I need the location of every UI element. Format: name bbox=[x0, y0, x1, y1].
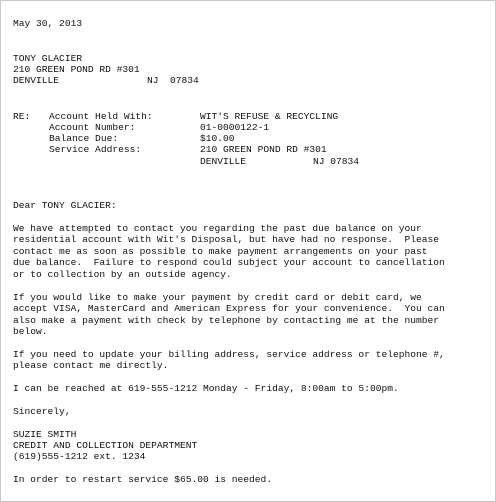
closing: Sincerely, bbox=[13, 406, 71, 417]
re-row-label: Account Number: bbox=[49, 122, 136, 133]
re-row-label: Service Address: bbox=[49, 144, 142, 155]
recipient-street: 210 GREEN POND RD #301 bbox=[13, 64, 140, 75]
salutation: Dear TONY GLACIER: bbox=[13, 200, 117, 211]
re-row-label: Account Held With: bbox=[49, 111, 153, 122]
recipient-state-zip: NJ 07834 bbox=[147, 75, 199, 86]
re-row-value: WIT'S REFUSE & RECYCLING bbox=[200, 111, 339, 122]
recipient-name: TONY GLACIER bbox=[13, 53, 83, 64]
re-row-label: Balance Due: bbox=[49, 133, 119, 144]
re-row-value: 210 GREEN POND RD #301 bbox=[200, 144, 327, 155]
service-city: DENVILLE bbox=[200, 156, 247, 167]
body-paragraph: If you would like to make your payment by credit card or debit card, we accept VISA, MasterCard and American Express for your convenience. You can also make a payment with check by telephone by contacting me at the number below. bbox=[13, 292, 445, 338]
body-paragraph: We have attempted to contact you regarding the past due balance on your residential account with Wit's Disposal, but have had no response. Please contact me as soon as possible to make payment arrangements on your past due balance. Failure to respond could subject your account to cancellation or to collection by an outside agency. bbox=[13, 223, 445, 280]
service-state-zip: NJ 07834 bbox=[313, 156, 360, 167]
signature-department: CREDIT AND COLLECTION DEPARTMENT bbox=[13, 440, 198, 451]
letter-date: May 30, 2013 bbox=[13, 18, 83, 29]
signature-name: SUZIE SMITH bbox=[13, 429, 77, 440]
re-row-value: 01-0000122-1 bbox=[200, 122, 270, 133]
recipient-city: DENVILLE bbox=[13, 75, 60, 86]
re-row-value: $10.00 bbox=[200, 133, 235, 144]
body-paragraph: If you need to update your billing address, service address or telephone #, please contact me directly. bbox=[13, 349, 445, 372]
body-paragraph: I can be reached at 619-555-1212 Monday - Friday, 8:00am to 5:00pm. bbox=[13, 383, 399, 394]
signature-phone: (619)555-1212 ext. 1234 bbox=[13, 451, 146, 462]
re-label: RE: bbox=[13, 111, 31, 122]
postscript: In order to restart service $65.00 is needed. bbox=[13, 474, 273, 485]
